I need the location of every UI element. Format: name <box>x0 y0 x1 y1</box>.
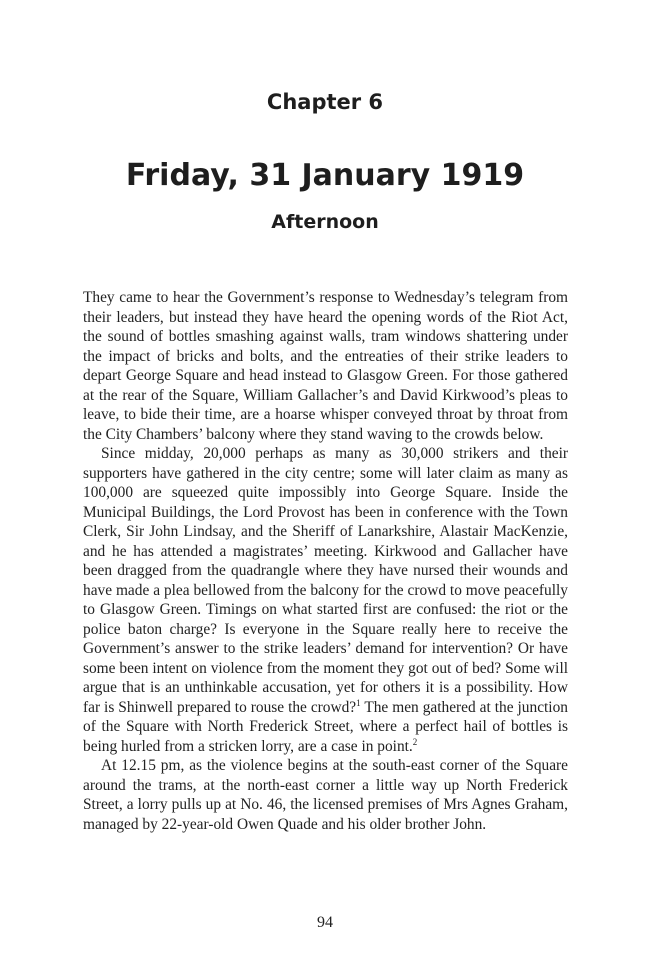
paragraph-1: They came to hear the Government’s response to Wednesday’s telegram from their leaders, but instead they have heard the opening words of the Riot Act, the sound of bottles smashing against walls, tram windows shattering under the impact of bricks and bolts, and the entreaties of their strike leaders to depart George Square and head instead to Glasgow Green. For those gathered at the rear of the Square, William Gallacher’s and David Kirkwood’s pleas to leave, to bide their time, are a hoarse whisper conveyed throat by throat from the City Chambers’ balcony where they stand waving to the crowds below. <box>83 289 568 443</box>
chapter-label: Chapter 6 <box>266 90 384 114</box>
paragraph-3: At 12.15 pm, as the violence begins at the south-east corner of the Square around the trams, at the north-east corner a little way up North Frederick Street, a lorry pulls up at No. 46, the licensed premises of Mrs Agnes Graham, managed by 22-year-old Owen Quade and his older brother John. <box>83 757 568 833</box>
paragraph-2-text-b: The men gathered at the junction of the Square with North Frederick Street, where a perfect hail of bottles is being hurled from a stricken lorry, are a case in point. <box>83 698 568 755</box>
page-number: 94 <box>317 914 333 931</box>
footnote-ref-2: 2 <box>412 736 418 747</box>
body-text <box>83 288 568 834</box>
footnote-ref-1: 1 <box>356 697 361 708</box>
paragraph-2-text-a: Since midday, 20,000 perhaps as many as 30,000 strikers and their supporters have gathered in the city centre; some will later claim as many as 100,000 are squeezed quite impossibly into George Square. Inside the Municipal Buildings, the Lord Provost has been in conference with the Town Clerk, Sir John Lindsay, and the Sheriff of Lanarkshire, Alastair MacKenzie, and he has attended a magistrates’ meeting. Kirkwood and Gallacher have been dragged from the quadrangle where they have nursed their wounds and have made a plea bellowed from the balcony for the crowd to move peacefully to Glasgow Green. Timings on what started first are confused: the riot or the police baton charge? Is everyone in the Square really here to receive the Government’s answer to the strike leaders’ demand for intervention? Or have some been intent on violence from the moment they got out of bed? Some will argue that is an unthinkable accusation, yet for others it is a possibility. How far is Shinwell prepared to rouse the crowd? <box>83 445 568 716</box>
chapter-title: Friday, 31 January 1919 <box>125 158 525 193</box>
chapter-subtitle: Afternoon <box>271 211 379 233</box>
paragraph-2 <box>83 444 568 756</box>
